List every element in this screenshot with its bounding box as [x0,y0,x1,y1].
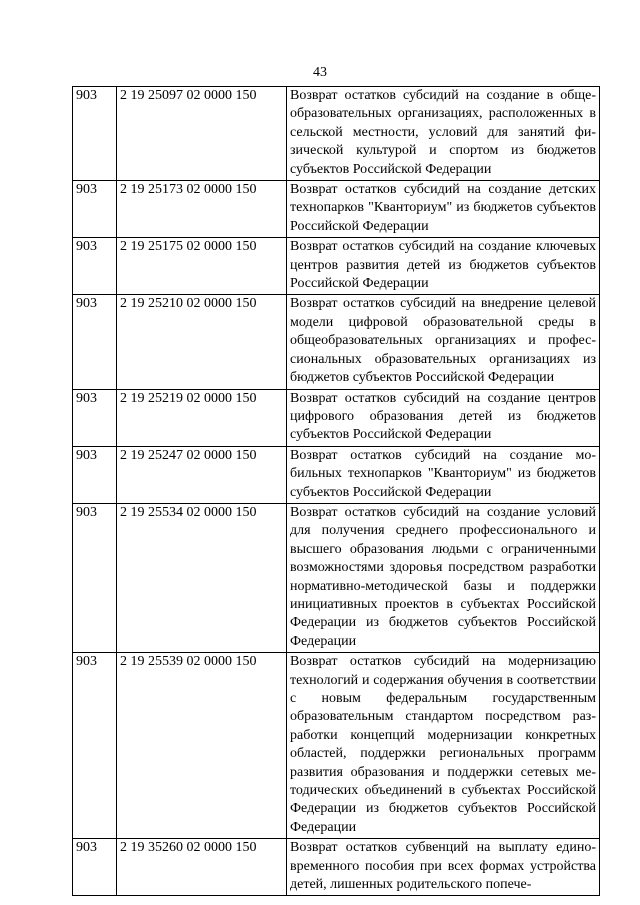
table-row [73,503,600,652]
table-row [73,389,600,446]
admin-code-cell: 903 [73,839,117,896]
description-cell: Возврат остатков субсидий на модернизацию технологий и содержания обучения в соответствии с новым федеральным государственным образовательным стандартом посредством разработки концепций модернизации конкретных областей, поддержки региональных программ развития образования и поддержки сетевых методических объединений в субъектах Российской Федерации из бюджетов субъектов Российской Федерации [287,653,600,839]
budget-code-cell: 2 19 25219 02 0000 150 [117,389,287,446]
budget-code-cell: 2 19 25097 02 0000 150 [117,87,287,181]
description-cell: Возврат остатков субсидий на создание центров цифрового образования детей из бюджетов субъектов Российской Федерации [287,389,600,446]
budget-code-cell: 2 19 25534 02 0000 150 [117,503,287,652]
description-cell: Возврат остатков субсидий на создание условий для получения среднего профессионального и высшего образования людьми с ограниченными возможностями здоровья посредством разработки нормативно-методической базы и поддержки инициативных проектов в субъектах Российской Федерации из бюджетов субъектов Российской Федерации [287,503,600,652]
budget-code-cell: 2 19 25210 02 0000 150 [117,295,287,389]
table-row [73,295,600,389]
description-cell: Возврат остатков субсидий на создание мобильных технопарков "Кванториум" из бюджетов субъектов Российской Федерации [287,446,600,503]
admin-code-cell: 903 [73,87,117,181]
table-row [73,839,600,896]
page-number: 43 [313,65,327,80]
table-row [73,181,600,238]
table-row [73,653,600,839]
admin-code-cell: 903 [73,295,117,389]
admin-code-cell: 903 [73,503,117,652]
admin-code-cell: 903 [73,389,117,446]
description-cell: Возврат остатков субсидий на создание ключевых центров развития детей из бюджетов субъектов Российской Федерации [287,238,600,295]
budget-code-cell: 2 19 25175 02 0000 150 [117,238,287,295]
budget-code-cell: 2 19 35260 02 0000 150 [117,839,287,896]
admin-code-cell: 903 [73,181,117,238]
budget-code-cell: 2 19 25247 02 0000 150 [117,446,287,503]
admin-code-cell: 903 [73,446,117,503]
budget-code-cell: 2 19 25539 02 0000 150 [117,653,287,839]
budget-code-cell: 2 19 25173 02 0000 150 [117,181,287,238]
description-cell: Возврат остатков субвенций на выплату единовременного пособия при всех формах устройства детей, лишенных родительского попече- [287,839,600,896]
description-cell: Возврат остатков субсидий на внедрение целевой модели цифровой образовательной среды в общеобразовательных организациях и профессиональных образовательных организациях из бюджетов субъектов Российской Федерации [287,295,600,389]
admin-code-cell: 903 [73,238,117,295]
description-cell: Возврат остатков субсидий на создание в общеобразовательных организациях, расположенных в сельской местности, условий для занятий физической культурой и спортом из бюджетов субъектов Российской Федерации [287,87,600,181]
table-row [73,446,600,503]
table-row [73,87,600,181]
description-cell: Возврат остатков субсидий на создание детских технопарков "Кванториум" из бюджетов субъектов Российской Федерации [287,181,600,238]
admin-code-cell: 903 [73,653,117,839]
budget-codes-table [72,86,600,896]
table-row [73,238,600,295]
